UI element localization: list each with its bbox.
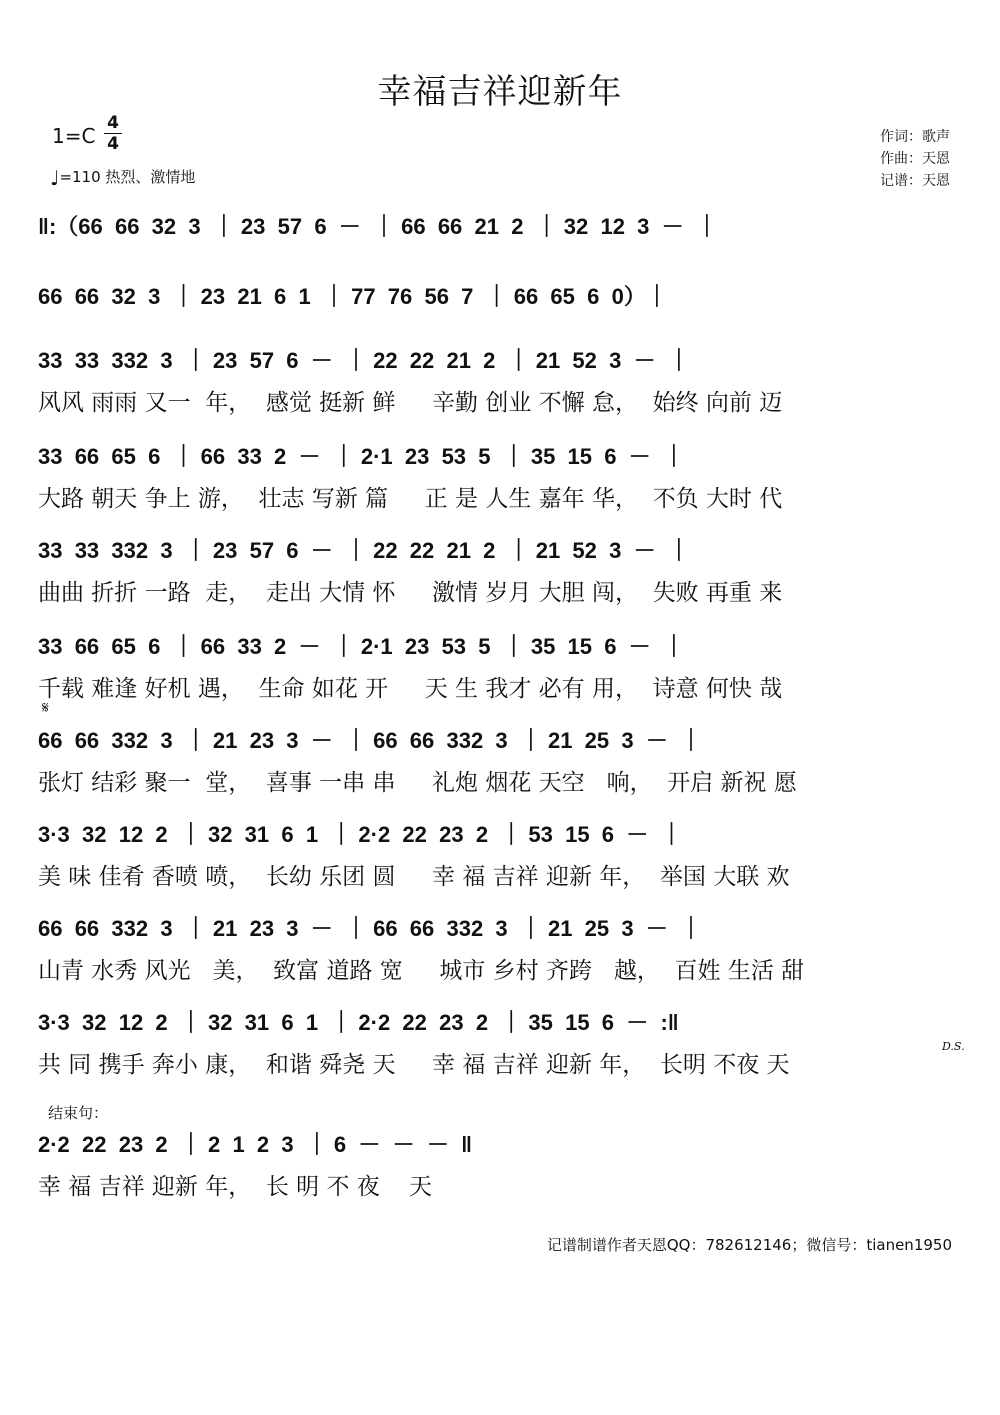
ending-label: 结束句： [48,1104,109,1122]
lyrics-line-8: 美 味 佳肴 香喷 喷， 长幼 乐团 圆 幸 福 吉祥 迎新 年， 举国 大联 欢 [38,864,790,890]
ending-lyrics: 幸 福 吉祥 迎新 年， 长 明 不 夜 天 [38,1174,433,1200]
lyrics-line-4: 大路 朝天 争上 游， 壮志 写新 篇 正 是 人生 嘉年 华， 不负 大时 代 [38,486,783,512]
lyrics-line-10: 共 同 携手 奔小 康， 和谐 舜尧 天 幸 福 吉祥 迎新 年， 长明 不夜 天 [38,1052,790,1078]
time-signature-bottom: 4 [107,134,119,154]
key-signature: 1=C [52,124,96,148]
notes-line-9: 66 66 332 3 ｜ 21 23 3 － ｜ 66 66 332 3 ｜ 21 25 3 － ｜ [38,916,703,941]
notes-line-6: 33 66 65 6 ｜ 66 33 2 － ｜ 2·1 23 53 5 ｜ 35 15 6 － ｜ [38,634,685,659]
notes-line-4: 33 66 65 6 ｜ 66 33 2 － ｜ 2·1 23 53 5 ｜ 35 15 6 － ｜ [38,444,685,469]
notes-line-5: 33 33 332 3 ｜ 23 57 6 － ｜ 22 22 21 2 ｜ 21 52 3 － ｜ [38,538,690,563]
notes-line-2: 66 66 32 3 ｜ 23 21 6 1 ｜ 77 76 56 7 ｜ 66 65 6 0）｜ [38,284,668,309]
lyricist-credit: 作词：歌声 [880,129,950,145]
composer-credit: 作曲：天恩 [880,151,950,167]
lyrics-line-5: 曲曲 折折 一路 走， 走出 大情 怀 激情 岁月 大胆 闯， 失败 再重 来 [38,580,783,606]
song-title: 幸福吉祥迎新年 [377,72,623,112]
time-signature [103,114,123,153]
notation-credit: 记谱：天恩 [880,173,950,189]
ending-notes: 2·2 22 23 2 ｜ 2 1 2 3 ｜ 6 － － － ‖ [38,1132,473,1157]
lyrics-line-9: 山青 水秀 风光 美， 致富 道路 宽 城市 乡村 齐跨 越， 百姓 生活 甜 [38,958,805,984]
tempo-marking [50,165,196,190]
footer-contact: 记谱制谱作者天恩QQ：782612146；微信号：tianen1950 [546,1236,952,1254]
notes-line-10: 3·3 32 12 2 ｜ 32 31 6 1 ｜ 2·2 22 23 2 ｜ 35 15 6 － :‖ [38,1010,679,1035]
time-signature-top: 4 [107,113,119,133]
notes-line-7: 66 66 332 3 ｜ 21 23 3 － ｜ 66 66 332 3 ｜ 21 25 3 － ｜ [38,728,703,753]
notes-line-8: 3·3 32 12 2 ｜ 32 31 6 1 ｜ 2·2 22 23 2 ｜ 53 15 6 － ｜ [38,822,683,847]
credits [880,126,950,192]
ds-marking: D.S. [942,1040,965,1053]
lyrics-line-6: 千载 难逢 好机 遇， 生命 如花 开 天 生 我才 必有 用， 诗意 何快 哉 [38,676,783,702]
segno-icon: 𝄋 [42,698,49,717]
notes-line-3: 33 33 332 3 ｜ 23 57 6 － ｜ 22 22 21 2 ｜ 21 52 3 － ｜ [38,348,690,373]
notes-line-1: ‖:（66 66 32 3 ｜ 23 57 6 － ｜ 66 66 21 2 ｜ 32 12 3 － ｜ [38,214,718,239]
lyrics-line-7: 张灯 结彩 聚一 堂， 喜事 一串 串 礼炮 烟花 天空 响， 开启 新祝 愿 [38,770,797,796]
quarter-note-icon: ♩ [50,165,60,190]
tempo-text: =110 热烈、激情地 [59,168,196,186]
lyrics-line-3: 风风 雨雨 又一 年， 感觉 挺新 鲜 辛勤 创业 不懈 怠， 始终 向前 迈 [38,390,783,416]
